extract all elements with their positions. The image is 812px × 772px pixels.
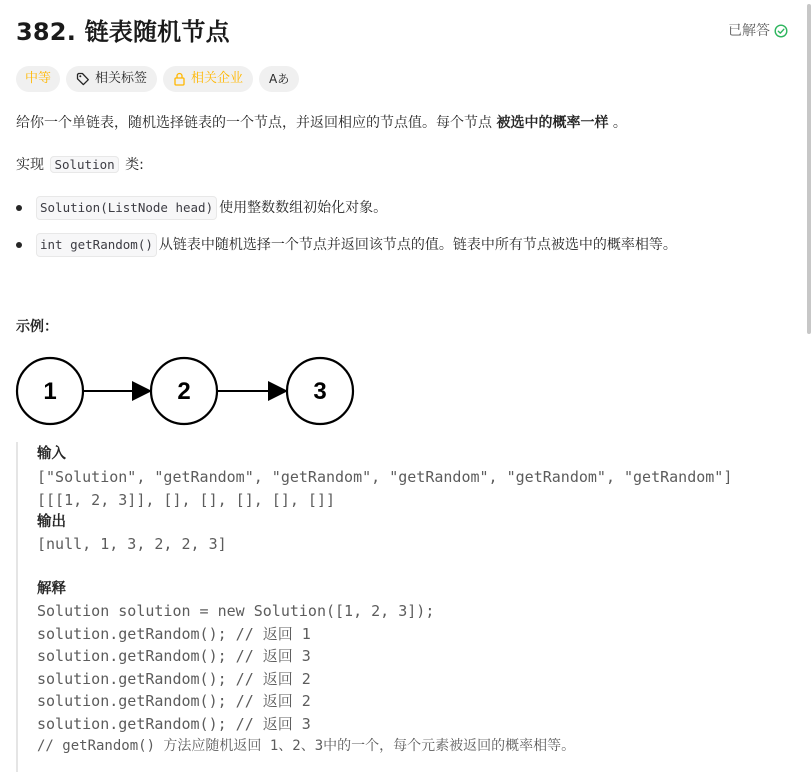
input-label: 输入 bbox=[37, 446, 66, 462]
companies-tag-label: 相关企业 bbox=[191, 71, 244, 86]
solution-code: Solution bbox=[50, 156, 118, 173]
title-row bbox=[16, 14, 788, 50]
translate-icon: Aあ bbox=[269, 72, 290, 86]
solved-status bbox=[728, 20, 788, 42]
explain-line: // getRandom() 方法应随机返回 1、2、3中的一个，每个元素被返回的概率相等。 bbox=[37, 738, 576, 754]
getrandom-code: int getRandom() bbox=[36, 233, 157, 257]
impl-end: 类: bbox=[120, 157, 144, 173]
list-item bbox=[16, 196, 387, 220]
input-line-1: ["Solution", "getRandom", "getRandom", "getRandom", "getRandom", "getRandom"] bbox=[37, 468, 733, 486]
explain-line: solution.getRandom(); // 返回 2 bbox=[37, 692, 311, 710]
problem-title: 382. 链表随机节点 bbox=[16, 18, 230, 46]
output-label: 输出 bbox=[37, 514, 66, 530]
explain-line: solution.getRandom(); // 返回 2 bbox=[37, 670, 311, 688]
lock-icon bbox=[173, 72, 186, 86]
linked-list-diagram bbox=[14, 356, 358, 428]
scrollbar-thumb[interactable] bbox=[807, 4, 811, 334]
node-1-label: 1 bbox=[43, 378, 57, 405]
constructor-code: Solution(ListNode head) bbox=[36, 196, 217, 220]
check-circle-icon bbox=[774, 24, 788, 38]
input-line-2: [[[1, 2, 3]], [], [], [], [], []] bbox=[37, 491, 336, 509]
explain-line: solution.getRandom(); // 返回 3 bbox=[37, 647, 311, 665]
topics-tag-button[interactable] bbox=[66, 66, 157, 92]
constructor-desc: 使用整数数组初始化对象。 bbox=[219, 200, 388, 216]
output-line: [null, 1, 3, 2, 2, 3] bbox=[37, 535, 227, 553]
font-size-button[interactable] bbox=[259, 66, 299, 92]
example-title: 示例： bbox=[16, 319, 58, 335]
explain-line: solution.getRandom(); // 返回 1 bbox=[37, 625, 311, 643]
list-item bbox=[16, 233, 677, 257]
tag-bar bbox=[16, 66, 299, 92]
companies-tag-button[interactable] bbox=[163, 66, 253, 92]
example-block bbox=[16, 442, 798, 772]
topics-tag-label: 相关标签 bbox=[95, 71, 148, 86]
node-3-label: 3 bbox=[313, 378, 327, 405]
description-intro bbox=[16, 112, 627, 134]
impl-text: 实现 bbox=[16, 157, 49, 173]
difficulty-badge: 中等 bbox=[16, 66, 60, 92]
intro-bold: 被选中的概率一样 bbox=[496, 115, 609, 131]
intro-text: 给你一个单链表，随机选择链表的一个节点，并返回相应的节点值。每个节点 bbox=[16, 115, 497, 131]
explain-label: 解释 bbox=[37, 581, 66, 597]
implement-line bbox=[16, 154, 144, 176]
scrollbar[interactable] bbox=[806, 0, 812, 340]
bullet-dot bbox=[16, 242, 22, 248]
bullet-dot bbox=[16, 205, 22, 211]
explain-line: solution.getRandom(); // 返回 3 bbox=[37, 715, 311, 733]
getrandom-desc: 从链表中随机选择一个节点并返回该节点的值。链表中所有节点被选中的概率相等。 bbox=[158, 237, 677, 253]
tag-icon bbox=[76, 72, 90, 86]
intro-end: 。 bbox=[608, 115, 627, 131]
node-2-label: 2 bbox=[177, 378, 191, 405]
solved-label: 已解答 bbox=[728, 23, 770, 39]
explain-line: Solution solution = new Solution([1, 2, 3]); bbox=[37, 602, 435, 620]
